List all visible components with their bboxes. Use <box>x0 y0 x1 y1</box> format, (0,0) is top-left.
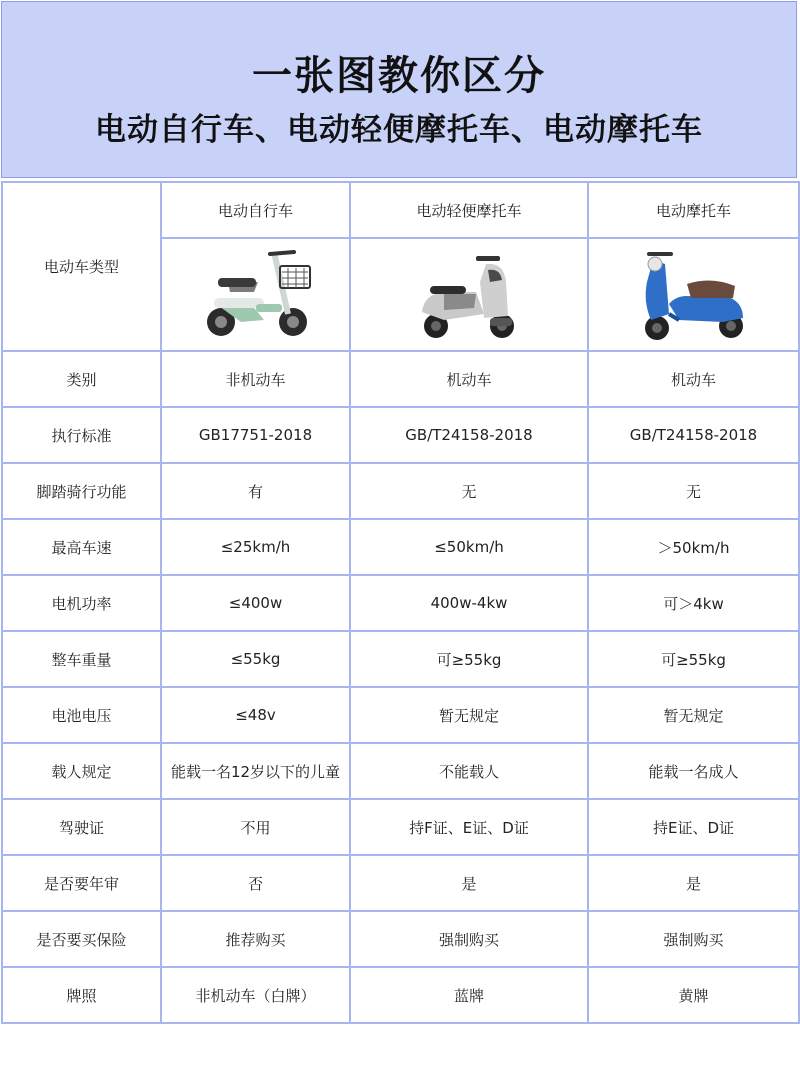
row-label: 整车重量 <box>2 631 161 687</box>
cell-electric-moped: 是 <box>350 855 588 911</box>
cell-electric-motorcycle: 无 <box>588 463 799 519</box>
table-row <box>2 519 799 575</box>
cell-electric-bicycle: 非机动车 <box>161 351 350 407</box>
table-row <box>2 575 799 631</box>
table-row <box>2 911 799 967</box>
table-row <box>2 351 799 407</box>
row-label: 载人规定 <box>2 743 161 799</box>
table-row <box>2 463 799 519</box>
table-row <box>2 855 799 911</box>
cell-electric-bicycle: ≤400w <box>161 575 350 631</box>
cell-electric-moped: 机动车 <box>350 351 588 407</box>
table-header-row <box>2 182 799 238</box>
cell-electric-moped: 不能载人 <box>350 743 588 799</box>
image-cell-electric-motorcycle <box>588 238 799 351</box>
cell-electric-motorcycle: 机动车 <box>588 351 799 407</box>
image-cell-electric-moped <box>350 238 588 351</box>
comparison-table <box>1 181 800 1024</box>
cell-electric-motorcycle: GB/T24158-2018 <box>588 407 799 463</box>
cell-electric-motorcycle: 暂无规定 <box>588 687 799 743</box>
cell-electric-bicycle: 能载一名12岁以下的儿童 <box>161 743 350 799</box>
table-row <box>2 743 799 799</box>
cell-electric-moped: 暂无规定 <box>350 687 588 743</box>
row-label: 执行标准 <box>2 407 161 463</box>
cell-electric-bicycle: GB17751-2018 <box>161 407 350 463</box>
cell-electric-bicycle: 推荐购买 <box>161 911 350 967</box>
page-subtitle: 电动自行车、电动轻便摩托车、电动摩托车 <box>95 112 703 148</box>
cell-electric-moped: 无 <box>350 463 588 519</box>
row-label: 脚踏骑行功能 <box>2 463 161 519</box>
row-label: 电机功率 <box>2 575 161 631</box>
electric-motorcycle-image <box>639 242 749 347</box>
column-header-electric-moped: 电动轻便摩托车 <box>350 182 588 238</box>
row-label: 最高车速 <box>2 519 161 575</box>
cell-electric-bicycle: 不用 <box>161 799 350 855</box>
electric-bicycle-image <box>196 242 316 347</box>
cell-electric-motorcycle: 持E证、D证 <box>588 799 799 855</box>
cell-electric-bicycle: ≤55kg <box>161 631 350 687</box>
table-row <box>2 799 799 855</box>
cell-electric-motorcycle: 强制购买 <box>588 911 799 967</box>
cell-electric-moped: 蓝牌 <box>350 967 588 1023</box>
cell-electric-bicycle: ≤25km/h <box>161 519 350 575</box>
page-title: 一张图教你区分 <box>252 53 546 99</box>
cell-electric-motorcycle: 可＞4kw <box>588 575 799 631</box>
table-row <box>2 967 799 1023</box>
cell-electric-motorcycle: 黄牌 <box>588 967 799 1023</box>
table-row <box>2 631 799 687</box>
row-label: 牌照 <box>2 967 161 1023</box>
row-label: 驾驶证 <box>2 799 161 855</box>
column-header-electric-bicycle: 电动自行车 <box>161 182 350 238</box>
cell-electric-bicycle: 有 <box>161 463 350 519</box>
image-cell-electric-bicycle <box>161 238 350 351</box>
cell-electric-motorcycle: ＞50km/h <box>588 519 799 575</box>
cell-electric-moped: 持F证、E证、D证 <box>350 799 588 855</box>
cell-electric-bicycle: 非机动车（白牌） <box>161 967 350 1023</box>
cell-electric-moped: 强制购买 <box>350 911 588 967</box>
cell-electric-motorcycle: 是 <box>588 855 799 911</box>
table-row <box>2 407 799 463</box>
row-label: 是否要买保险 <box>2 911 161 967</box>
cell-electric-moped: ≤50km/h <box>350 519 588 575</box>
row-label: 是否要年审 <box>2 855 161 911</box>
cell-electric-bicycle: 否 <box>161 855 350 911</box>
column-header-electric-motorcycle: 电动摩托车 <box>588 182 799 238</box>
row-label: 电池电压 <box>2 687 161 743</box>
table-row <box>2 687 799 743</box>
cell-electric-moped: GB/T24158-2018 <box>350 407 588 463</box>
electric-moped-image <box>414 242 524 347</box>
cell-electric-moped: 可≥55kg <box>350 631 588 687</box>
cell-electric-moped: 400w-4kw <box>350 575 588 631</box>
cell-electric-motorcycle: 可≥55kg <box>588 631 799 687</box>
title-banner <box>1 1 797 178</box>
row-label-vehicle-type: 电动车类型 <box>2 182 161 351</box>
cell-electric-bicycle: ≤48v <box>161 687 350 743</box>
cell-electric-motorcycle: 能载一名成人 <box>588 743 799 799</box>
row-label: 类别 <box>2 351 161 407</box>
